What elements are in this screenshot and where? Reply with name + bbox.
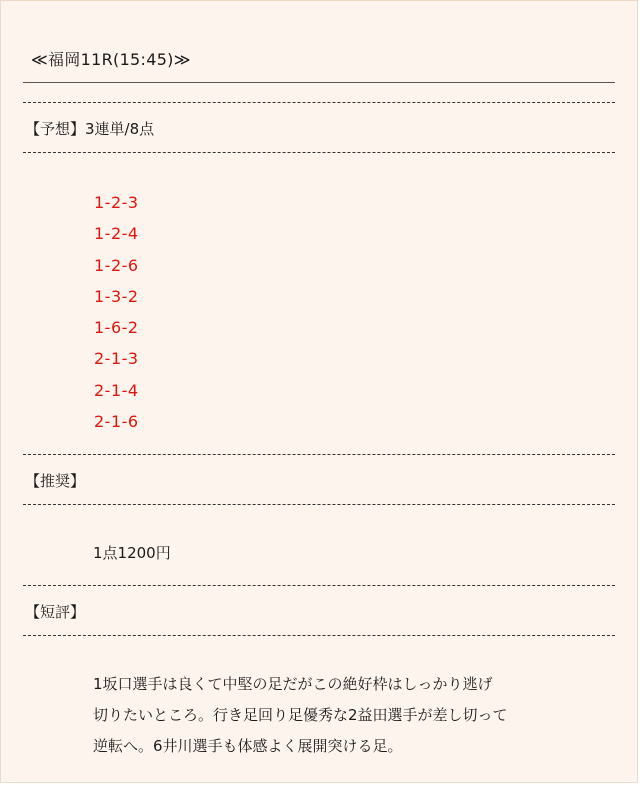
pick-item: 2-1-6 [94, 412, 139, 432]
title-divider [23, 82, 615, 83]
stake-amount: 1点1200円 [93, 544, 171, 562]
pick-item: 1-3-2 [94, 286, 139, 306]
review-text [93, 669, 563, 762]
review-line: 逆転へ。6井川選手も体感よく展開突ける足。 [93, 737, 403, 755]
section-divider [23, 635, 615, 636]
pick-item: 2-1-3 [94, 349, 139, 369]
section-divider [23, 504, 615, 505]
pick-item: 2-1-4 [94, 380, 139, 400]
prediction-picks-list [94, 187, 139, 437]
pick-item: 1-2-4 [94, 224, 139, 244]
recommendation-label: 【推奨】 [25, 472, 86, 490]
review-label: 【短評】 [25, 603, 86, 621]
pick-item: 1-2-6 [94, 255, 139, 275]
pick-item: 1-2-3 [94, 193, 139, 212]
section-divider [23, 585, 615, 586]
review-line: 切りたいところ。行き足回り足優秀な2益田選手が差し切って [93, 706, 508, 724]
review-line: 1坂口選手は良くて中堅の足だがこの絶好枠はしっかり逃げ [93, 675, 493, 693]
section-divider [23, 454, 615, 455]
section-divider [23, 152, 615, 153]
race-title: ≪福岡11R(15:45)≫ [31, 50, 191, 69]
section-divider [23, 102, 615, 103]
prediction-label: 【予想】3連単/8点 [25, 120, 155, 138]
pick-item: 1-6-2 [94, 318, 139, 338]
